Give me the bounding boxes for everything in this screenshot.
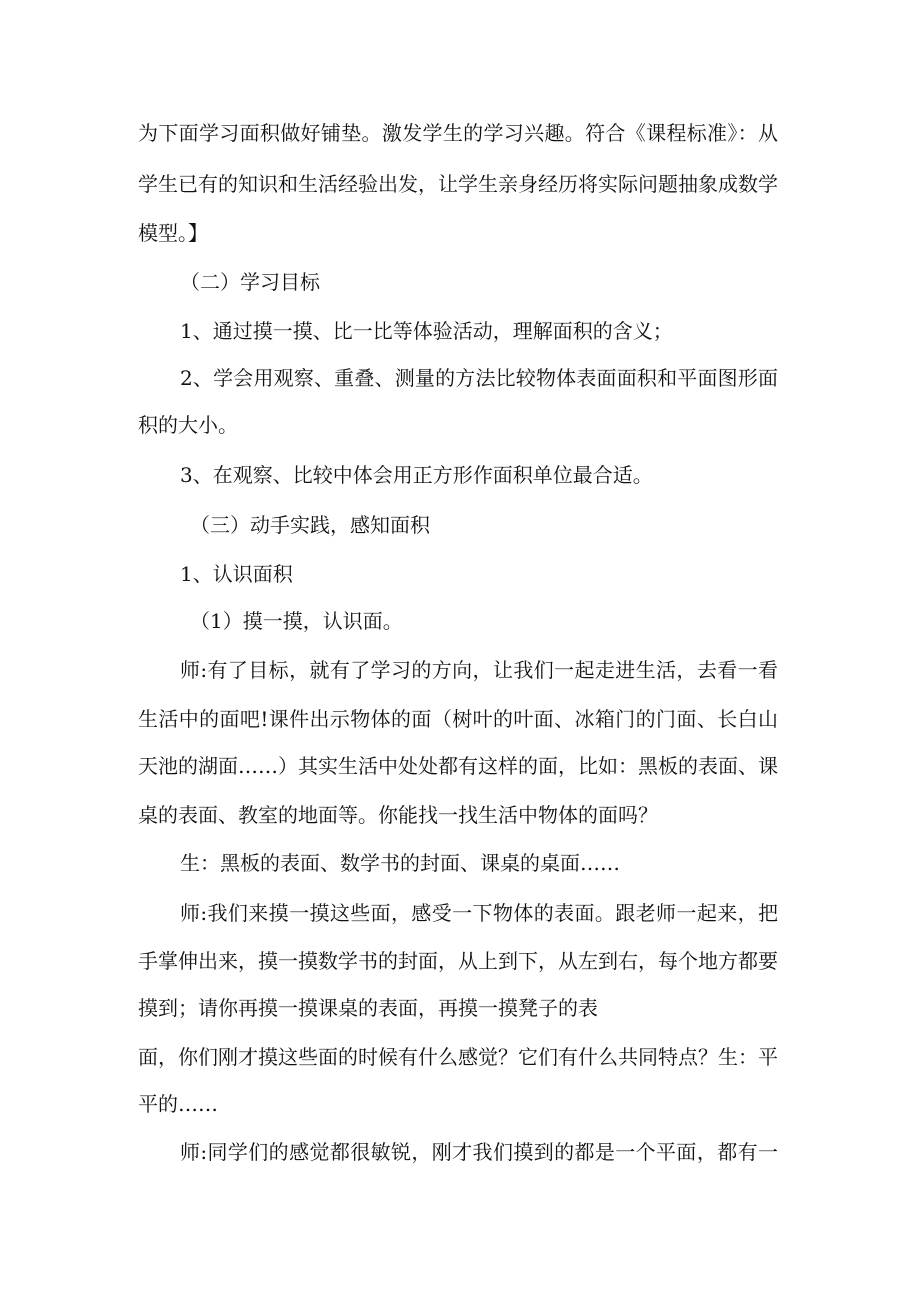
paragraph-teacher-3-line-1: 师:同学们的感觉都很敏锐，刚才我们摸到的都是一个平面，都有一 (180, 1140, 778, 1164)
paragraph-student-1: 生：黑板的表面、数学书的封面、课桌的桌面…… (180, 851, 620, 875)
paragraph-teacher-2-line-4: 面，你们刚才摸这些面的时候有什么感觉？它们有什么共同特点？生：平 (138, 1045, 778, 1069)
paragraph-teacher-1-line-3: 天池的湖面……）其实生活中处处都有这样的面，比如：黑板的表面、课 (138, 754, 778, 778)
text-line-2: 学生已有的知识和生活经验出发，让学生亲身经历将实际问题抽象成数学 (138, 172, 778, 196)
text-line-1: 为下面学习面积做好铺垫。激发学生的学习兴趣。符合《课程标准》：从 (138, 121, 778, 145)
paragraph-teacher-2-line-5: 平的…… (138, 1092, 218, 1116)
goal-item-1: 1、通过摸一摸、比一比等体验活动，理解面积的含义； (180, 319, 673, 343)
goal-item-2-cont: 积的大小。 (138, 413, 238, 437)
section-heading-learning-goals: （二）学习目标 (180, 270, 320, 294)
paragraph-teacher-1-line-2: 生活中的面吧!课件出示物体的面（树叶的叶面、冰箱门的门面、长白山 (138, 707, 778, 731)
goal-item-3: 3、在观察、比较中体会用正方形作面积单位最合适。 (180, 463, 653, 487)
text-line-3: 模型。】 (138, 221, 208, 245)
paragraph-teacher-2-line-3: 摸到；请你再摸一摸课桌的表面，再摸一摸凳子的表 (138, 996, 598, 1020)
paragraph-teacher-1-line-4: 桌的表面、教室的地面等。你能找一找生活中物体的面吗？ (138, 803, 658, 827)
paragraph-teacher-2-line-2: 手掌伸出来，摸一摸数学书的封面，从上到下，从左到右，每个地方都要 (138, 949, 778, 973)
paragraph-teacher-2-line-1: 师:我们来摸一摸这些面，感受一下物体的表面。跟老师一起来，把 (180, 901, 778, 925)
section-heading-practice: （三）动手实践，感知面积 (190, 513, 430, 537)
subheading-know-area: 1、认识面积 (180, 562, 293, 586)
goal-item-2: 2、学会用观察、重叠、测量的方法比较物体表面面积和平面图形面 (180, 366, 778, 390)
paragraph-teacher-1-line-1: 师:有了目标，就有了学习的方向，让我们一起走进生活，去看一看 (180, 658, 778, 682)
subheading-touch: （1）摸一摸，认识面。 (190, 609, 403, 633)
